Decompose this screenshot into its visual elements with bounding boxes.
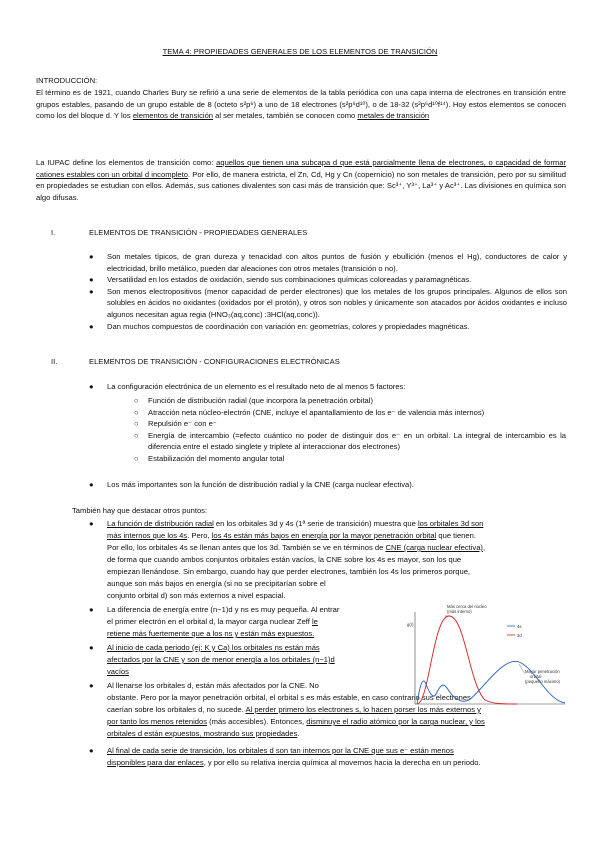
- factor-item: ○ Función de distribución radial (que incorpora la penetración orbital): [134, 396, 373, 405]
- intro-p1-text-a: El término es de 1921, cuando Charles Bury se refirió a una serie de elementos de la tabla periódica con una capa interna de electrones en transición entre grupos estables, pasando de un grupo estable de 8 (octeto s²p⁶) a uno de 18 electrones (s²p⁶d¹⁰), o de 18-32 (s²p⁶d¹⁰f¹⁴). Hoy estos elementos se conocen como los del bloque d. Y los: [36, 88, 566, 121]
- intro-p1-term-2: metales de transición: [357, 111, 430, 121]
- curve-3d: [417, 616, 517, 704]
- point-2-line-2: el primer electrón en el orbital d, la mayor carga nuclear Zeff le: [107, 617, 318, 626]
- point-4-line-5: orbitales d están expuestos, mostrando sus propiedades.: [107, 729, 300, 738]
- factor-item: ○ Estabilización del momento angular total: [134, 453, 285, 463]
- list-item: ● Son menos electropositivos (menor capacidad de perder electrones) que los metales de los grupos principales. Algunos de ellos son solubles en ácidos no oxidantes (oxidados por el protón), y otros son nobles y únicamente son atacados por ácidos oxidantes e incluso algunos necesitan agua regia (HNO₃(aq,conc) :3HCl(aq,conc)).: [89, 286, 567, 319]
- list-item: ● Versatilidad en los estados de oxidación, siendo sus combinaciones químicas coloreadas y paramagnéticas.: [89, 275, 472, 285]
- intro-p2-definition: aquellos que tienen una subcapa d que está parcialmente llena de electrones, o capacidad de formar cationes estables con un orbital d incompleto: [36, 158, 566, 179]
- point-4-line-4: por tanto los menos retenidos (más accesibles). Entonces, disminuye el radio atómico por la carga nuclear, y los: [107, 717, 485, 726]
- factor-item: ○ Repulsión e⁻ con e⁻: [134, 419, 217, 429]
- point-4-line-1: Al llenarse los orbitales d, están más afectados por la CNE. No: [107, 681, 319, 690]
- point-3-line-1: Al inicio de cada periodo (ej: K y Ca) los orbitales ns están más: [107, 643, 320, 652]
- list-item: ● Dan muchos compuestos de coordinación con variación en: geometrías, colores y propiedades magnéticas.: [89, 321, 470, 331]
- point-5-line-1: Al final de cada serie de transición, los orbitales d son tan internos por la CNE que sus e⁻ están menos: [107, 746, 454, 755]
- section-1-heading: [51, 227, 551, 239]
- point-1-line-3: Por ello, los orbitales 4s se llenan antes que los 3d. También se ve en términos de CNE (carga nuclear efectiva),: [107, 543, 486, 552]
- point-3-line-2: afectados por la CNE y son de menor energía a los orbitales (n−1)d: [107, 655, 335, 664]
- bullet: ●: [89, 681, 94, 690]
- point-1-line-6: aunque son más bajos en energía (si no se precipitarían sobre el: [107, 579, 326, 588]
- list-item: ● La configuración electrónica de un elemento es el resultado neto de al menos 5 factores:: [89, 382, 406, 391]
- section-2-intro-list: [89, 381, 567, 393]
- radial-distribution-figure: [407, 604, 567, 710]
- list-item: ● Son metales típicos, de gran dureza y tenacidad con altos puntos de fusión y ebullición (menos el Hg), conductores de calor y electricidad, brillo metálico, pueden dar aleaciones con otros metales (transición o no).: [89, 252, 567, 273]
- factors-list: [134, 395, 566, 465]
- point-1-line-5: empiezan llenándose. Sin embargo, cuando hay que perder electrones, también los 4s los primeros porque,: [107, 567, 471, 576]
- section-2-label: ELEMENTOS DE TRANSICIÓN - CONFIGURACIONES ELECTRÓNICAS: [89, 357, 340, 366]
- figure-label-top-2: (más interno): [447, 609, 472, 614]
- factor-item: ○ Energía de intercambio (=efecto cuántico no poder de distinguir dos e⁻ en un orbital. La integral de intercambio es la diferencia entre el estado singlete y triplete al interaccionar dos electrones): [134, 430, 566, 452]
- intro-p1-text-b: al ser metales, también se conocen como: [213, 111, 358, 121]
- bullet: ●: [89, 519, 94, 528]
- page-title: TEMA 4: PROPIEDADES GENERALES DE LOS ELEMENTOS DE TRANSICIÓN: [162, 47, 438, 56]
- legend-3d-label: 3d: [517, 633, 522, 638]
- figure-label-right: Mayor penetración: [525, 669, 560, 674]
- section-1-list: [89, 251, 567, 332]
- point-1-line-4: de forma que cuando ambos conjuntos orbitales están vacíos, la CNE sobre los 4s es mayor, son los que: [107, 555, 462, 564]
- figure-label-right-2: orbital: [530, 674, 542, 679]
- figure-label-right-3: (pequeño máximo): [525, 679, 560, 684]
- figure-y-label: g(r): [407, 622, 414, 627]
- point-4-line-2: obstante. Pero por la mayor penetración orbital, el orbital s es más estable, en caso contrario sus electrones: [107, 693, 471, 702]
- intro-p2-text-b: . Por ello, de manera estricta, el Zn, Cd, Hg y Cn (copernicio) no son metales de transición, pero por su similitud en propiedades se estudian con ellos. Además, sus cationes divalentes son casi más de transición que: Sc³⁺, Y³⁺, La³⁺ y Ac³⁺. Las divisiones en química son algo difusas.: [36, 169, 566, 202]
- intro-paragraph-1: [36, 87, 566, 122]
- figure-label-top: Más cerca del núcleo: [447, 604, 487, 609]
- section-1-number: I.: [51, 228, 56, 237]
- section-1-label: ELEMENTOS DE TRANSICIÓN - PROPIEDADES GENERALES: [89, 228, 308, 237]
- section-2-number: II.: [51, 357, 58, 366]
- factor-item: ○ Atracción neta núcleo-electrón (CNE, incluye el apantallamiento de los e⁻ de valencia más internos): [134, 407, 485, 417]
- points-lead: También hay que destacar otros puntos:: [72, 506, 208, 515]
- intro-heading: INTRODUCCIÓN:: [36, 76, 98, 85]
- point-1-line-1: La función de distribución radial en los orbitales 3d y 4s (1ª serie de transición) muestra que los orbitales 3d son: [107, 519, 484, 528]
- section-2-heading: [51, 356, 551, 368]
- point-2-line-3: retiene más fuertemente que a los ns y están más expuestos.: [107, 629, 315, 638]
- intro-p2-text-a: La IUPAC define los elementos de transición como:: [36, 158, 217, 167]
- legend-4s-label: 4s: [517, 624, 522, 629]
- list-item: ● Los más importantes son la función de distribución radial y la CNE (carga nuclear efectiva).: [89, 480, 414, 489]
- point-2-line-1: La diferencia de energía entre (n−1)d y ns es muy pequeña. Al entrar: [107, 605, 340, 614]
- intro-p1-term-1: elementos de transición: [132, 111, 214, 121]
- point-3-line-3: vacíos: [107, 667, 129, 676]
- intro-paragraph-2: [36, 157, 566, 203]
- bullet: ●: [89, 605, 94, 614]
- section-2-last-list: [89, 479, 567, 491]
- point-1-line-7: conjunto orbital d) son más externos a nivel espacial.: [107, 591, 286, 600]
- bullet: ●: [89, 746, 94, 755]
- bullet: ●: [89, 643, 94, 652]
- point-4-line-3: caerían sobre los orbitales d, no sucede. Al perder primero los electrones s, lo hacen porser los más externos y: [107, 705, 481, 714]
- point-5-line-2: disponibles para dar enlaces, y por ello su relativa inercia química al movernos hacia la derecha en un periodo.: [107, 758, 481, 767]
- point-1-line-2: más internos que los 4s. Pero, los 4s están más bajos en energía por la mayor penetración orbital que tienen.: [107, 531, 476, 540]
